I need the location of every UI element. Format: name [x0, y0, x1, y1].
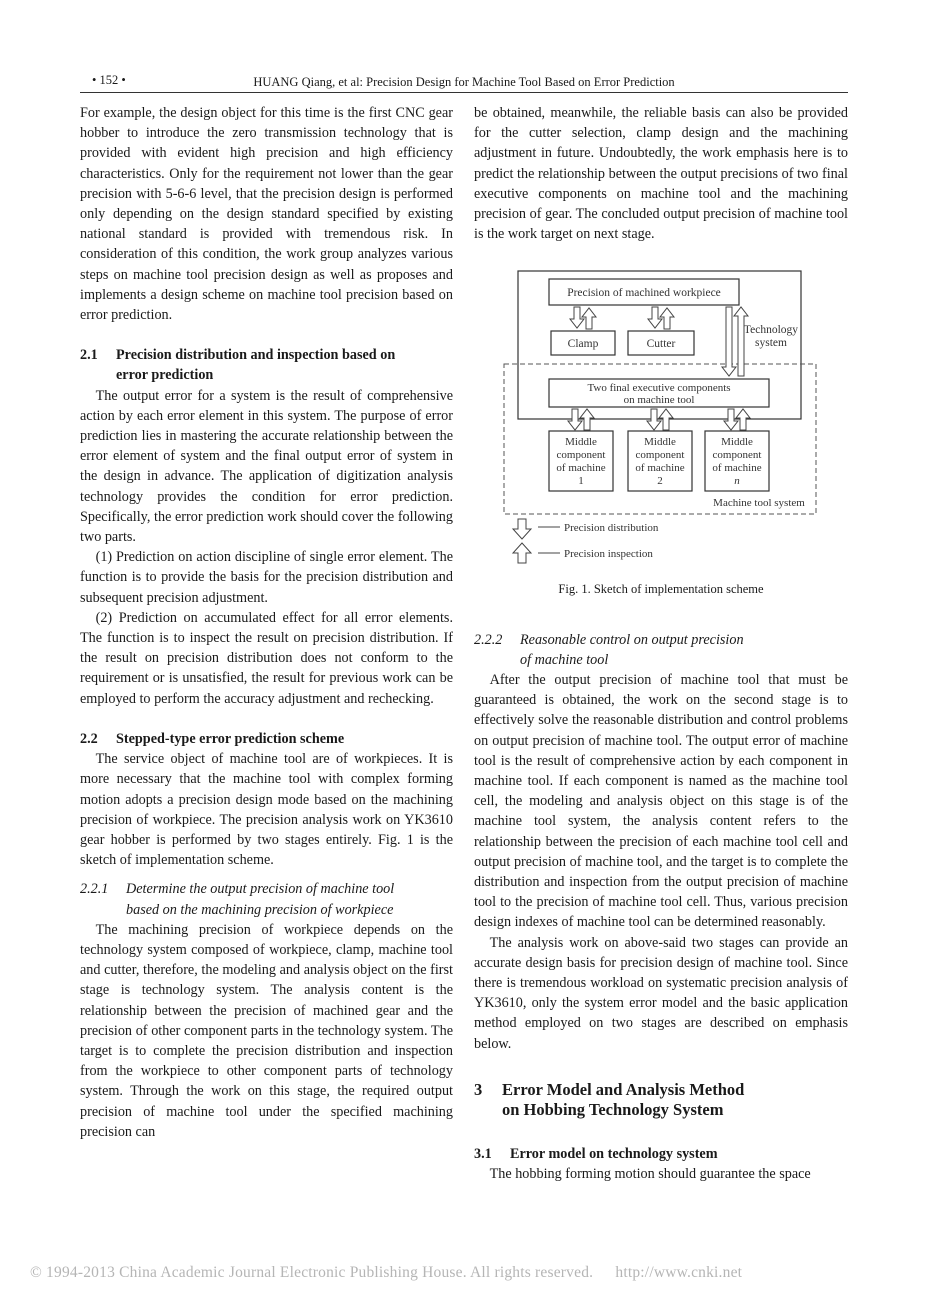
paragraph: The output error for a system is the result of comprehensive action by each error element in this system. The purpose of error prediction lies in mastering the accurate relationship between the error element of system and the final output error of system in the design in advance. The application of digitization analysis technology provides the condition for error prediction. Specifically, the error prediction work should cover the following two parts. [80, 387, 453, 546]
middle-2-index: 2 [657, 475, 663, 488]
section-title-line1: Error Model and Analysis Method [502, 1079, 745, 1099]
running-header [80, 72, 848, 93]
middle-n-line3: of machine [712, 462, 762, 475]
distribution-arrow [722, 307, 736, 376]
section-title: Stepped-type error prediction scheme [116, 730, 345, 747]
copyright-footer [30, 1264, 900, 1282]
section-title-line2: of machine tool [520, 651, 609, 668]
right-column [474, 103, 848, 1184]
middle-n-index: n [734, 475, 740, 488]
clamp-label: Clamp [567, 338, 599, 351]
middle-n-line2: component [712, 449, 762, 462]
paragraph: The hobbing forming motion should guarantee the space [489, 1166, 811, 1183]
section-number: 3.1 [474, 1145, 492, 1162]
implementation-scheme-diagram [474, 269, 848, 579]
section-2-2-2-heading [474, 630, 848, 670]
section-3-heading [474, 1080, 848, 1120]
section-2-2-1-heading [80, 879, 453, 919]
paragraph: (1) Prediction on action discipline of single error element. The function is to provide the basis for the precision distribution and subsequent precision adjustment. [80, 549, 453, 606]
arrow-group [568, 307, 750, 430]
middle-1-line1: Middle [565, 436, 597, 449]
executive-label-line2: on machine tool [623, 394, 695, 407]
middle-1-line2: component [556, 449, 606, 462]
machine-tool-system-label: Machine tool system [713, 497, 805, 510]
middle-2-line1: Middle [644, 436, 676, 449]
middle-2-line3: of machine [635, 462, 685, 475]
section-2-2-heading [80, 729, 453, 749]
paragraph: The service object of machine tool are of workpieces. It is more necessary that the machine tool with complex forming motion adopts a precision design mode based on the machining precision of workpiece. The precision analysis work on YK3610 gear hobber is performed by two stages entirely. Fig. 1 is the sketch of implementation scheme. [80, 751, 453, 869]
left-column [80, 103, 453, 1142]
legend-distribution-label: Precision distribution [564, 522, 659, 535]
executive-label-line1: Two final executive components [587, 382, 731, 395]
section-title-line1: Reasonable control on output precision [520, 631, 744, 648]
section-number: 2.2.2 [474, 631, 503, 648]
legend-inspection-label: Precision inspection [564, 548, 653, 561]
footer-url[interactable]: http://www.cnki.net [615, 1264, 743, 1281]
figure-caption: Fig. 1. Sketch of implementation scheme [558, 582, 764, 597]
middle-n-line1: Middle [721, 436, 753, 449]
legend-distribution-icon [513, 519, 531, 539]
legend-inspection-icon [513, 543, 531, 563]
section-title: Error model on technology system [510, 1145, 718, 1162]
technology-label-line1: Technology [743, 324, 799, 337]
workpiece-label: Precision of machined workpiece [567, 287, 721, 300]
section-title-line2: based on the machining precision of workpiece [126, 901, 394, 918]
section-number: 3 [474, 1079, 483, 1099]
paragraph-continued: be obtained, meanwhile, the reliable basis can also be provided for the cutter selection, clamp design and the machining adjustment in future. Undoubtedly, the work emphasis here is to predict the relationship between the output precisions of two final executive components on machine tool and the machining precision of gear. The concluded output precision of machine tool is the work target on next stage. [474, 105, 848, 243]
paragraph: The machining precision of workpiece depends on the technology system composed of workpiece, clamp, machine tool and cutter, therefore, the modeling and analysis object on the first stage is technology system. The analysis content is the relationship between the precision of machined gear and the precision of other component parts in the technology system. The target is to complete the precision distribution and inspection from the workpiece to other component parts of technology system. Through the work on this stage, the required output precision of machine tool under the specified machining precision can [80, 921, 453, 1140]
cutter-label: Cutter [646, 338, 676, 351]
section-title-line1: Determine the output precision of machine tool [126, 881, 395, 898]
section-title-line2: on Hobbing Technology System [502, 1099, 724, 1119]
section-title-line2: error prediction [116, 367, 214, 384]
middle-1-line3: of machine [556, 462, 606, 475]
paragraph: After the output precision of machine tool that must be guaranteed is obtained, the work on the second stage is to effectively solve the reasonable distribution and control problems on output precision of machine tool. The output error of machine tool is the result of comprehensive action by each component in machine tool. If each component is named as the machine tool cell, the modeling and analysis object on this stage is of the machine tool system, the analysis content refers to the relationship between the precision of each machine tool cell and output precision of machine tool, and the target is to complete the distribution and inspection from the output precision of machine tool to the precision of machine tool cell. Thus, various precision design indexes of machine tool can be determined reasonably. [474, 672, 848, 931]
inspection-arrow [734, 307, 748, 376]
figure-1 [474, 269, 848, 579]
middle-2-line2: component [635, 449, 685, 462]
section-number: 2.2 [80, 730, 98, 747]
page-number: • 152 • [92, 73, 126, 87]
paragraph: (2) Prediction on accumulated effect for all error elements. The function is to inspect the result on precision distribution. If the result on precision distribution does not conform to the requirement or is unsatisfied, the result for previous work can be employed to perform the accuracy adjustment and rechecking. [80, 609, 453, 707]
section-3-1-heading [474, 1144, 848, 1164]
paragraph-intro: For example, the design object for this time is the first CNC gear hobber to introduce the zero transmission technology that is provided with evident high precision and high efficiency characteristics. Only for the requirement not lower than the gear precision with 5-6-6 level, that the precision design is performed only depending on the design standard specified by existing national standard is provided with tremendous risk. In consideration of this condition, the work group analyzes various steps on machine tool precision design as well as proposes and implements a design scheme on machine tool precision based on error prediction. [80, 105, 453, 324]
copyright-text: © 1994-2013 China Academic Journal Electronic Publishing House. All rights reserved. [30, 1264, 594, 1281]
section-title-line1: Precision distribution and inspection based on [116, 347, 396, 364]
technology-label-line2: system [755, 337, 787, 350]
section-number: 2.2.1 [80, 881, 109, 898]
paragraph: The analysis work on above-said two stages can provide an accurate design basis for precision design of machine tool. Since there is tremendous workload on systematic precision analysis of YK3610, only the system error model and the basic application method employed on two stages are described on emphasis below. [474, 934, 848, 1052]
running-title: HUANG Qiang, et al: Precision Design for Machine Tool Based on Error Prediction [253, 75, 675, 89]
section-number: 2.1 [80, 347, 98, 364]
middle-1-index: 1 [578, 475, 584, 488]
section-2-1-heading [80, 345, 453, 385]
